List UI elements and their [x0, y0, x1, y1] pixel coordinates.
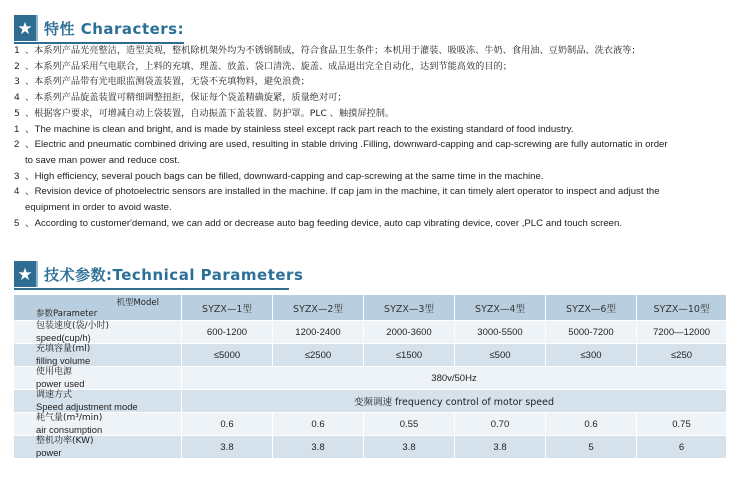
feature-item — [14, 59, 734, 75]
feature-number: 3 — [14, 76, 20, 88]
value-cell: 0.6 — [182, 413, 273, 436]
row-label-en: power — [36, 447, 62, 458]
row-label-en: speed(cup/h) — [36, 332, 91, 343]
feature-text: 、High efficiency, several pouch bags can be filled, downward-capping and cap-screwing at the same time in the machine. — [25, 170, 544, 182]
row-label-cell — [14, 436, 182, 459]
model-header-cell: SYZX—2型 — [273, 295, 364, 321]
feature-text: 、本系列产品旋盖装置可精细调整扭拒，保证每个袋盖精确旋紧，质量绝对可； — [25, 92, 347, 104]
value-cell: 3.8 — [364, 436, 455, 459]
feature-text: 、The machine is clean and bright, and is made by stainless steel except rack part reach to the existing standard of food industry. — [25, 123, 574, 135]
row-label-cn: 包装速度(袋/小时) — [36, 321, 110, 331]
value-cell: 3.8 — [182, 436, 273, 459]
row-label-cn: 耗气量(m³/min) — [36, 413, 103, 423]
header-corner-cell — [14, 295, 182, 321]
row-label-en: power used — [36, 378, 85, 389]
value-cell: ≤250 — [637, 344, 727, 367]
characters-banner — [14, 15, 184, 41]
merged-value-cell: 变频调速 frequency control of motor speed — [182, 390, 727, 413]
feature-item — [14, 184, 734, 215]
feature-item — [14, 122, 734, 138]
table-row — [14, 321, 727, 344]
banner-underline — [14, 288, 289, 290]
table-row — [14, 344, 727, 367]
value-cell: 2000-3600 — [364, 321, 455, 344]
star-icon: ★ — [14, 261, 38, 287]
value-cell: 600-1200 — [182, 321, 273, 344]
model-header-cell: SYZX—3型 — [364, 295, 455, 321]
feature-number: 2 — [14, 139, 20, 151]
feature-number: 1 — [14, 123, 20, 135]
value-cell: 3.8 — [273, 436, 364, 459]
technical-parameters-banner — [14, 261, 303, 287]
feature-number: 2 — [14, 60, 20, 72]
model-header-cell: SYZX—1型 — [182, 295, 273, 321]
feature-item — [14, 137, 734, 168]
feature-item — [14, 169, 734, 185]
feature-text: 、根据客户要求，可增减自动上袋装置，自动振盖下盖装置、防护罩。PLC 、触摸屏控制。 — [25, 107, 395, 119]
feature-item — [14, 74, 734, 90]
value-cell: 0.75 — [637, 413, 727, 436]
value-cell: ≤2500 — [273, 344, 364, 367]
value-cell: 3000-5500 — [455, 321, 546, 344]
feature-item — [14, 106, 734, 122]
table-row — [14, 413, 727, 436]
value-cell: 0.55 — [364, 413, 455, 436]
feature-text: 、本系列产品采用气电联合，上料的充填、理盖、放盖、袋口清洗、旋盖、成品退出完全自动化，达到节能高效的目的； — [25, 60, 512, 72]
value-cell: 3.8 — [455, 436, 546, 459]
features-list — [14, 43, 734, 231]
table-row — [14, 436, 727, 459]
feature-item — [14, 43, 734, 59]
row-label-cn: 调速方式 — [36, 390, 73, 400]
row-label-cn: 使用电源 — [36, 367, 73, 377]
feature-item — [14, 90, 734, 106]
feature-number: 5 — [14, 217, 20, 229]
characters-title: 特性 Characters: — [44, 19, 185, 38]
value-cell: ≤1500 — [364, 344, 455, 367]
value-cell: 1200-2400 — [273, 321, 364, 344]
row-label-cn: 整机功率(KW) — [36, 436, 94, 446]
value-cell: 0.70 — [455, 413, 546, 436]
value-cell: 7200—12000 — [637, 321, 727, 344]
table-header-row — [14, 295, 727, 321]
table-row — [14, 367, 727, 390]
table-row — [14, 390, 727, 413]
star-icon: ★ — [14, 15, 38, 41]
row-label-en: filling volume — [36, 355, 91, 366]
parameters-table — [13, 294, 727, 459]
feature-number: 1 — [14, 45, 20, 56]
model-header-cell: SYZX—6型 — [546, 295, 637, 321]
feature-text: 、Electric and pneumatic combined driving are used, resulting in stable driving .Filling, downward-capping and cap-screwing are fully automatic in order to save man power and reduce cost. — [25, 139, 668, 166]
model-header-cell: SYZX—10型 — [637, 295, 727, 321]
row-label-cn: 充填容量(ml) — [36, 344, 91, 354]
value-cell: ≤300 — [546, 344, 637, 367]
header-model-label: 机型Model — [116, 298, 159, 308]
feature-number: 4 — [14, 92, 20, 104]
row-label-cell — [14, 367, 182, 390]
value-cell: ≤5000 — [182, 344, 273, 367]
value-cell: 6 — [637, 436, 727, 459]
feature-number: 3 — [14, 170, 20, 182]
feature-text: 、本系列产品光亮整洁，造型美观，整机除机架外均为不锈钢制成，符合食品卫生条件；本机用于灌装、吸吸冻、牛奶、食用油、豆奶制品、洗衣液等； — [25, 45, 641, 56]
row-label-en: Speed adjustment mode — [36, 401, 138, 412]
feature-text: 、Revision device of photoelectric sensors are installed in the machine. If cap jam in the machine, it can timely alert operator to inspect and adjust the equipment in order to avoid waste. — [25, 186, 660, 214]
value-cell: 0.6 — [273, 413, 364, 436]
header-diagonal — [14, 295, 181, 320]
row-label-cell — [14, 413, 182, 436]
feature-text: 、According to customer'demand, we can add or decrease auto bag feeding device, auto cap vibrating device, cover ,PLC and touch screen. — [25, 217, 622, 229]
merged-value-cell: 380v/50Hz — [182, 367, 727, 390]
header-parameter-label: 参数Parameter — [36, 309, 98, 319]
feature-number: 4 — [14, 186, 20, 198]
value-cell: ≤500 — [455, 344, 546, 367]
value-cell: 5000-7200 — [546, 321, 637, 344]
row-label-cell — [14, 344, 182, 367]
row-label-en: air consumption — [36, 424, 103, 435]
feature-number: 5 — [14, 107, 20, 119]
feature-text: 、本系列产品带有光电眼监测袋盖装置，无袋不充填物料，避免浪费； — [25, 76, 310, 88]
value-cell: 0.6 — [546, 413, 637, 436]
feature-item — [14, 216, 734, 232]
model-header-cell: SYZX—4型 — [455, 295, 546, 321]
technical-parameters-title: 技术参数:Technical Parameters — [44, 265, 304, 284]
value-cell: 5 — [546, 436, 637, 459]
row-label-cell — [14, 390, 182, 413]
row-label-cell — [14, 321, 182, 344]
